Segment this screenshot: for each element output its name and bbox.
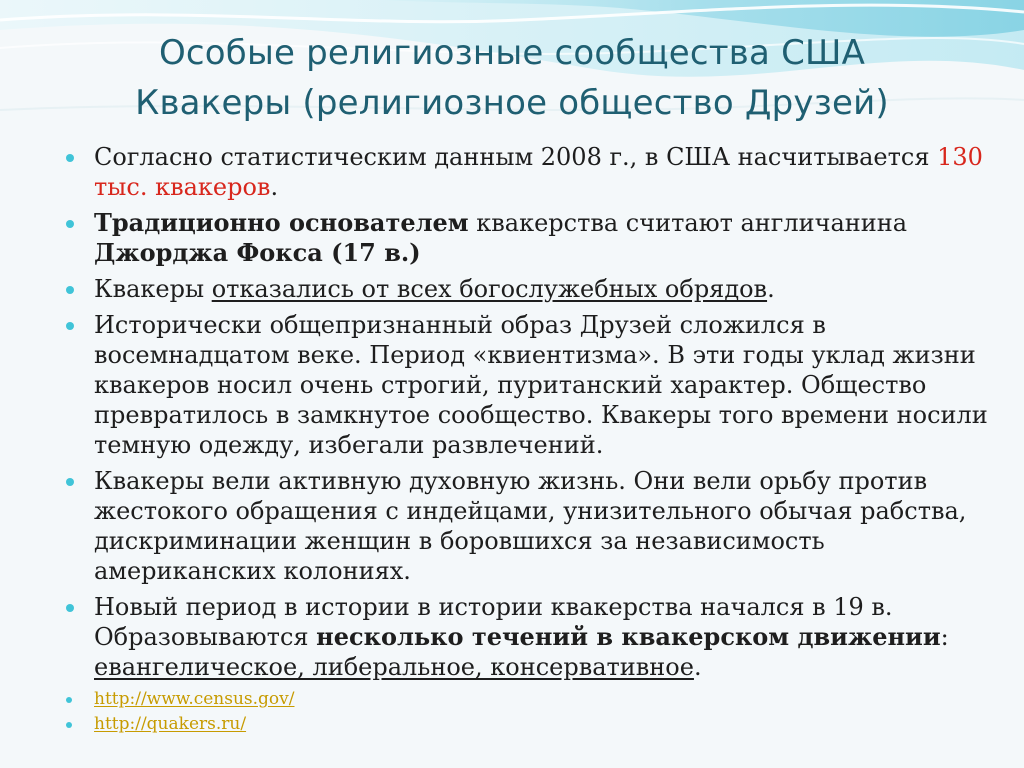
slide-title — [40, 28, 984, 128]
list-item-link — [64, 713, 1004, 735]
list-item — [64, 274, 1004, 304]
bullet-dot-icon — [66, 220, 74, 228]
bullet-dot-icon — [66, 722, 72, 728]
bullet-text: . — [767, 275, 775, 303]
title-line-1: Особые религиозные сообщества США — [158, 33, 866, 73]
bold-text: Традиционно основателем — [94, 208, 469, 237]
list-item — [64, 592, 1004, 682]
bullet-text: Квакеры вели активную духовную жизнь. Они вели орьбу против жестокого обращения с индейцами, унизительного обычая рабства, дискриминации женщин в боровшихся за независимость американских колониях. — [94, 467, 967, 585]
bullet-dot-icon — [66, 478, 74, 486]
census-link[interactable]: http://www.census.gov/ — [94, 689, 295, 709]
list-item — [64, 310, 1004, 460]
bullet-text: Квакеры — [94, 275, 212, 303]
list-item — [64, 466, 1004, 586]
bullet-dot-icon — [66, 322, 74, 330]
bullet-dot-icon — [66, 697, 72, 703]
bold-text: несколько течений в квакерском движении — [316, 622, 941, 651]
bullet-dot-icon — [66, 286, 74, 294]
underlined-text: евангелическое, либеральное, консервативное — [94, 653, 694, 681]
list-item — [64, 208, 1004, 268]
list-item-link — [64, 688, 1004, 710]
founder-name: Джорджа Фокса (17 в.) — [94, 238, 421, 267]
list-item — [64, 142, 1004, 202]
bullet-text: Согласно статистическим данным 2008 г., в США насчитывается — [94, 143, 938, 171]
quaker-count-highlight: 130 тыс. квакеров — [94, 143, 983, 201]
underlined-text: отказались от всех богослужебных обрядов — [211, 275, 768, 303]
bullet-dot-icon — [66, 154, 74, 162]
bullet-text: Исторически общепризнанный образ Друзей сложился в восемнадцатом веке. Период «квиентизма». В эти годы уклад жизни квакеров носил очень строгий, пуританский характер. Общество превратилось в замкнутое сообщество. Квакеры того времени носили темную одежду, избегали развлечений. — [94, 311, 988, 459]
bullet-text: Новый период в истории в истории квакерства начался в 19 в. Образовываются — [94, 593, 893, 651]
bullet-text: . — [693, 653, 702, 681]
bullet-list — [64, 142, 1004, 738]
title-line-2: Квакеры (религиозное общество Друзей) — [135, 83, 889, 123]
bullet-text: . — [270, 173, 279, 201]
bullet-text: квакерства считают англичанина — [468, 209, 908, 237]
quakers-link[interactable]: http://quakers.ru/ — [94, 714, 247, 734]
bullet-text: : — [940, 623, 949, 651]
bullet-dot-icon — [66, 604, 74, 612]
